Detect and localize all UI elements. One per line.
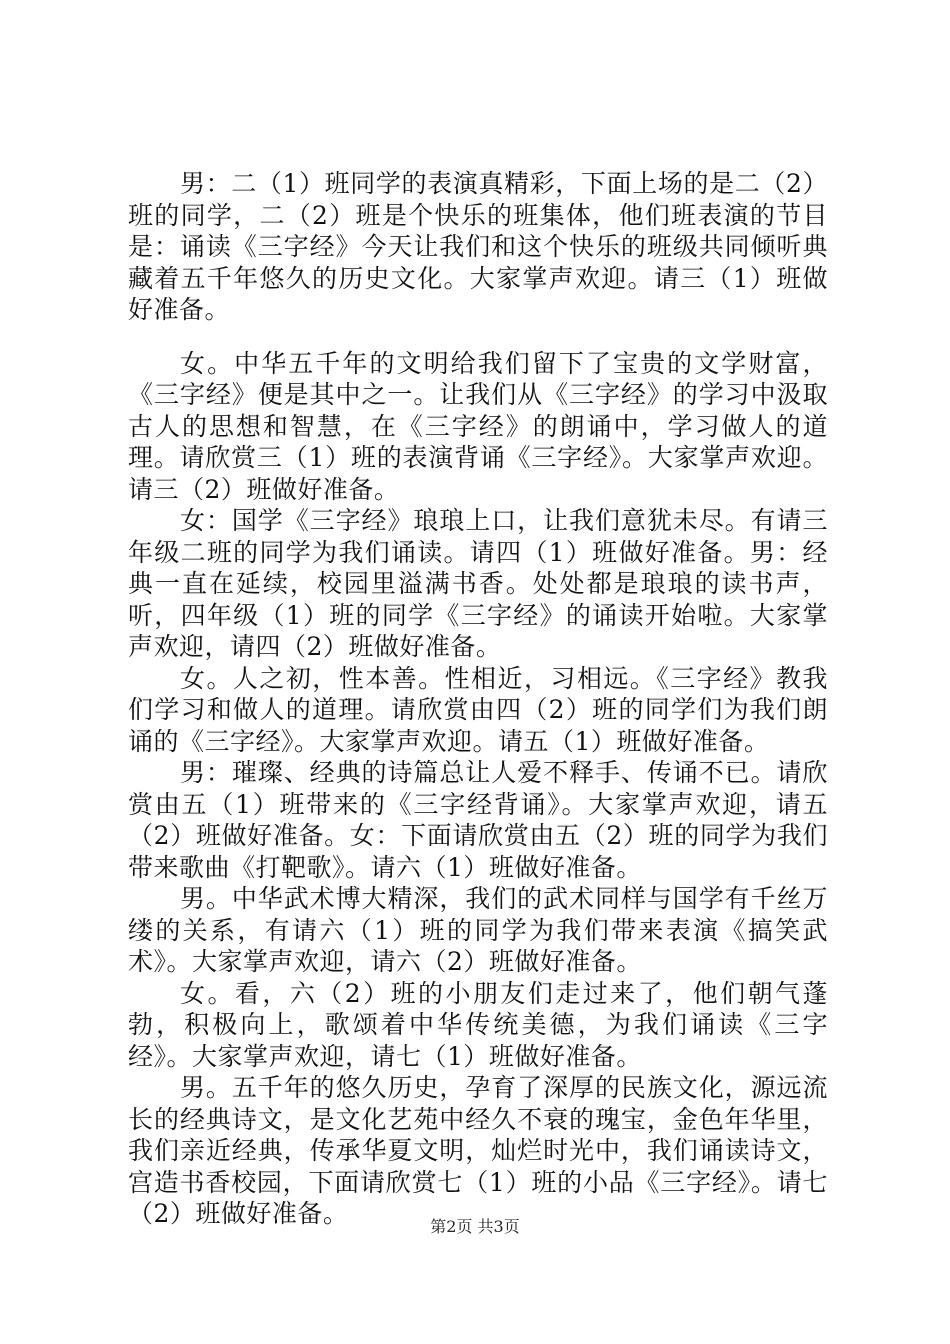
page-number-footer: 第2页 共3页: [430, 1217, 520, 1236]
paragraph-8: 男。五千年的悠久历史，孕育了深厚的民族文化，源远流长的经典诗文，是文化艺苑中经久不衰的瑰宝，金色年华里，我们亲近经典，传承华夏文明，灿烂时光中，我们诵读诗文，宫造书香校园，下面请欣赏七（1）班的小品《三字经》。请七（2）班做好准备。: [128, 1073, 828, 1228]
paragraph-4: 女。人之初，性本善。性相近，习相远。《三字经》教我们学习和做人的道理。请欣赏由四（2）班的同学们为我们朗诵的《三字经》。大家掌声欢迎。请五（1）班做好准备。: [128, 663, 828, 756]
paragraph-1: 男：二（1）班同学的表演真精彩，下面上场的是二（2）班的同学，二（2）班是个快乐的班集体，他们班表演的节目是：诵读《三字经》今天让我们和这个快乐的班级共同倾听典藏着五千年悠久的历史文化。大家掌声欢迎。请三（1）班做好准备。: [128, 169, 828, 324]
paragraph-2: 女。中华五千年的文明给我们留下了宝贵的文学财富，《三字经》便是其中之一。让我们从《三字经》的学习中汲取古人的思想和智慧，在《三字经》的朗诵中，学习做人的道理。请欣赏三（1）班的表演背诵《三字经》。大家掌声欢迎。请三（2）班做好准备。: [128, 348, 828, 504]
paragraph-6: 男。中华武术博大精深，我们的武术同样与国学有千丝万缕的关系，有请六（1）班的同学为我们带来表演《搞笑武术》。大家掌声欢迎，请六（2）班做好准备。: [128, 884, 828, 976]
paragraph-5: 男：璀璨、经典的诗篇总让人爱不释手、传诵不已。请欣赏由五（1）班带来的《三字经背诵》。大家掌声欢迎，请五（2）班做好准备。女：下面请欣赏由五（2）班的同学为我们带来歌曲《打靶歌》。请六（1）班做好准备。: [128, 758, 828, 882]
paragraph-gap: [128, 326, 828, 348]
document-body: [128, 168, 828, 1230]
paragraph-3: 女：国学《三字经》琅琅上口，让我们意犹未尽。有请三年级二班的同学为我们诵读。请四（1）班做好准备。男：经典一直在延续，校园里溢满书香。处处都是琅琅的读书声，听，四年级（1）班的同学《三字经》的诵读开始啦。大家掌声欢迎，请四（2）班做好准备。: [128, 506, 828, 661]
paragraph-7: 女。看，六（2）班的小朋友们走过来了，他们朝气蓬勃，积极向上，歌颂着中华传统美德，为我们诵读《三字经》。大家掌声欢迎，请七（1）班做好准备。: [128, 978, 828, 1071]
